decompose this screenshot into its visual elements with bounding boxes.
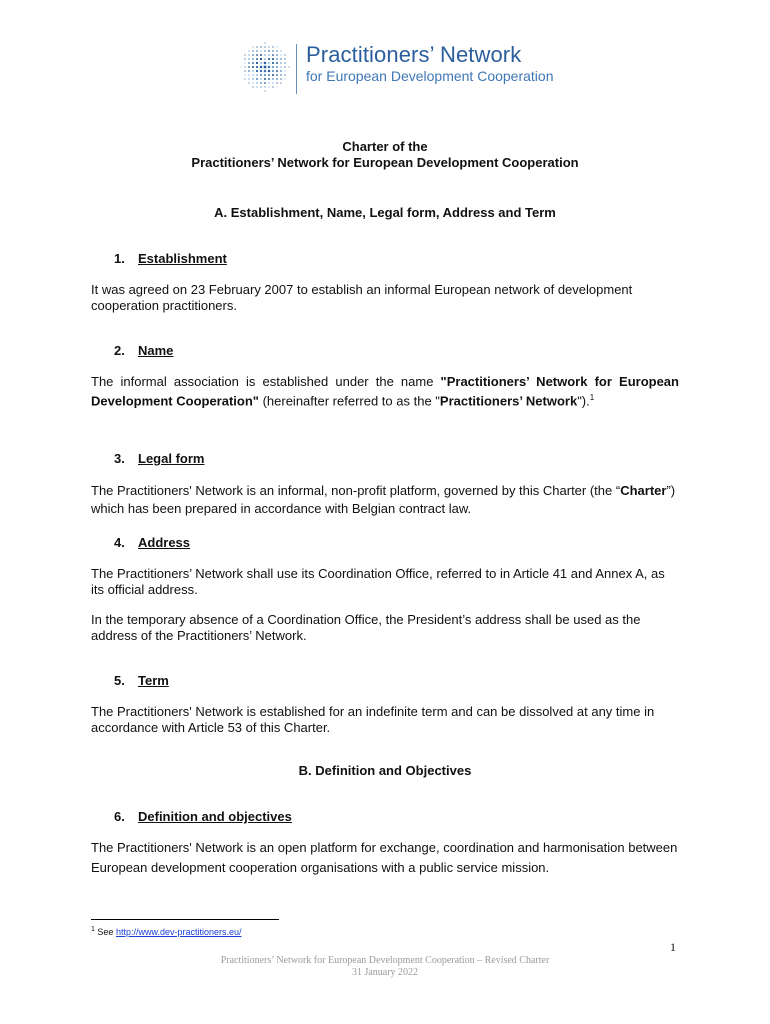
globe-logo-icon [238, 40, 292, 94]
globe-dot [268, 82, 269, 83]
globe-dot [276, 50, 277, 51]
globe-dot [268, 70, 270, 72]
article-title: Address [138, 535, 191, 550]
globe-dot [260, 66, 262, 68]
article-title: Name [138, 343, 174, 358]
globe-dot [276, 74, 278, 76]
article-number: 1. [114, 251, 125, 266]
footnote-separator [91, 919, 279, 920]
globe-dot [280, 82, 281, 83]
globe-dot [272, 66, 274, 68]
globe-dot [252, 54, 253, 55]
document-title-line1: Charter of the [342, 139, 428, 154]
globe-dot [264, 86, 265, 87]
globe-dot [272, 70, 274, 72]
page-number: 1 [670, 940, 676, 954]
globe-dot [284, 66, 285, 67]
globe-dot [252, 46, 253, 47]
article-6-heading [114, 809, 292, 824]
globe-dot [252, 78, 253, 79]
globe-dot [276, 54, 277, 55]
globe-dot [268, 66, 270, 68]
network-logo [238, 40, 554, 98]
bold-charter: Charter [620, 483, 667, 498]
globe-dot [244, 66, 245, 67]
section-b-heading: B. Definition and Objectives [298, 763, 472, 778]
article-3-heading [114, 451, 204, 466]
globe-dot [268, 50, 269, 51]
footnote-reference: 1 [589, 393, 595, 402]
globe-dot [252, 50, 253, 51]
globe-dot [264, 70, 266, 72]
article-number: 5. [114, 673, 125, 688]
globe-dot [256, 46, 257, 47]
globe-dot [264, 50, 266, 52]
article-2-text: The informal association is established under the name "Practitioners’ Network for European Development Cooperation" (hereinafter referred to as the "Practitioners’ Network").$^1$ [91, 374, 679, 409]
globe-dot [248, 70, 249, 71]
globe-dot [276, 46, 277, 47]
globe-dot [280, 54, 281, 55]
article-number: 6. [114, 809, 125, 824]
globe-dot [264, 58, 266, 60]
article-4-heading [114, 535, 190, 550]
globe-dot [280, 58, 281, 59]
globe-dot [268, 74, 270, 76]
article-3-text: The Practitioners' Network is an informal, non-profit platform, governed by this Charter (the “Charter”) which has been prepared in accordance with Belgian contract law. [91, 483, 676, 516]
article-1-text: It was agreed on 23 February 2007 to establish an informal European network of development cooperation practitioners. [91, 282, 633, 313]
globe-dot [244, 78, 245, 79]
globe-dot [264, 66, 267, 69]
globe-dot [280, 62, 281, 63]
globe-dot [264, 78, 266, 80]
globe-dot [280, 74, 281, 75]
globe-dot [284, 58, 285, 59]
footer-line2: 31 January 2022 [351, 967, 419, 978]
article-number: 2. [114, 343, 125, 358]
globe-dot [252, 82, 253, 83]
globe-dot [276, 62, 278, 64]
globe-dot [272, 82, 273, 83]
globe-dot [252, 70, 254, 72]
globe-dot [256, 86, 257, 87]
globe-dot [276, 70, 278, 72]
globe-dot [252, 86, 253, 87]
article-1-heading [114, 251, 227, 266]
article-title: Establishment [138, 251, 227, 266]
globe-dot [252, 74, 254, 76]
globe-dot [272, 50, 273, 51]
article-5-heading [114, 673, 169, 688]
globe-dot [272, 78, 274, 80]
globe-dot [272, 74, 274, 76]
globe-dot [264, 82, 266, 84]
globe-dot [284, 54, 285, 55]
document-title-line2: Practitioners’ Network for European Development Cooperation [191, 155, 579, 170]
globe-dot [248, 54, 249, 55]
globe-dot [244, 74, 245, 75]
globe-dot [272, 62, 274, 64]
globe-dot [284, 74, 285, 75]
globe-dot [248, 74, 249, 75]
article-number: 3. [114, 451, 125, 466]
globe-dot [276, 58, 278, 60]
globe-dot [268, 62, 270, 64]
globe-dot [264, 54, 266, 56]
globe-dot [260, 46, 261, 47]
globe-dot [241, 67, 242, 68]
globe-dot [248, 78, 249, 79]
globe-dot [280, 78, 281, 79]
globe-dot [280, 50, 281, 51]
globe-dot [244, 58, 245, 59]
article-6-text: The Practitioners' Network is an open platform for exchange, coordination and harmonisation between European development cooperation organisations with a public service mission. [91, 840, 678, 875]
footnote-link[interactable]: http://www.dev-practitioners.eu/ [115, 927, 242, 937]
globe-dot [260, 62, 262, 64]
article-number: 4. [114, 535, 125, 550]
globe-dot [256, 50, 257, 51]
footnote: $^1$ See http://www.dev-practitioners.eu/ [91, 926, 242, 937]
globe-dot [256, 74, 258, 76]
globe-dot [265, 91, 266, 92]
globe-dot [256, 62, 258, 64]
footnote-number: 1 [91, 926, 95, 933]
globe-dot [276, 66, 278, 68]
globe-dot [280, 70, 281, 71]
footer-line1: Practitioners’ Network for European Development Cooperation – Revised Charter [220, 955, 550, 966]
article-title: Definition and objectives [138, 809, 292, 824]
globe-dot [252, 58, 254, 60]
globe-dot [256, 54, 258, 56]
logo-divider [296, 44, 297, 94]
globe-dot [272, 54, 274, 56]
article-2-heading [114, 343, 173, 358]
globe-dot [260, 70, 262, 72]
globe-dot [252, 66, 254, 68]
globe-dot [264, 74, 266, 76]
globe-dot [268, 78, 270, 80]
globe-dot [265, 43, 266, 44]
globe-dot [256, 66, 258, 68]
globe-dot [256, 78, 258, 80]
globe-dot [284, 70, 285, 71]
globe-dot [244, 62, 245, 63]
globe-dot [268, 54, 270, 56]
article-title: Legal form [138, 451, 205, 466]
globe-dot [260, 78, 262, 80]
globe-dot [272, 86, 273, 87]
globe-dot [268, 46, 269, 47]
globe-dot [244, 70, 245, 71]
globe-dot [248, 82, 249, 83]
globe-dot [289, 67, 290, 68]
article-title: Term [138, 673, 169, 688]
globe-dot [268, 58, 270, 60]
globe-dot [276, 82, 277, 83]
globe-dot [248, 62, 249, 63]
globe-dot [248, 58, 249, 59]
globe-dot [280, 66, 282, 68]
globe-dot [284, 78, 285, 79]
globe-dot [260, 82, 261, 83]
globe-dot [264, 46, 265, 47]
globe-dot [256, 70, 258, 72]
globe-dot [272, 58, 274, 60]
globe-dot [268, 86, 269, 87]
bold-short-name: Practitioners’ Network [439, 393, 578, 409]
article-4-text-2: In the temporary absence of a Coordination Office, the President’s address shall be used as the address of the Practitioners’ Network. [91, 612, 641, 643]
globe-dot [276, 78, 277, 79]
bold-network-name: "Practitioners’ Network for European Development Cooperation" [91, 374, 679, 409]
article-4-text-1: The Practitioners’ Network shall use its Coordination Office, referred to in Article 41 and Annex A, as its official address. [91, 566, 665, 597]
logo-subtitle: for European Development Cooperation [306, 68, 554, 84]
globe-dot [248, 66, 250, 68]
globe-dot [256, 82, 257, 83]
globe-dot [260, 54, 262, 56]
globe-dot [248, 50, 249, 51]
globe-dot [272, 46, 273, 47]
globe-dot [260, 58, 262, 60]
globe-dot [260, 74, 262, 76]
globe-dot [252, 62, 254, 64]
section-a-heading: A. Establishment, Name, Legal form, Address and Term [214, 205, 556, 220]
article-5-text: The Practitioners' Network is established for an indefinite term and can be dissolved at any time in accordance with Article 53 of this Charter. [91, 704, 655, 735]
globe-dot [244, 54, 245, 55]
globe-dot [260, 86, 261, 87]
globe-dot [276, 86, 277, 87]
globe-dot [284, 62, 285, 63]
logo-name: Practitioners’ Network [306, 42, 522, 67]
globe-dot [256, 58, 258, 60]
globe-dot [260, 50, 261, 51]
globe-dot [264, 62, 266, 64]
